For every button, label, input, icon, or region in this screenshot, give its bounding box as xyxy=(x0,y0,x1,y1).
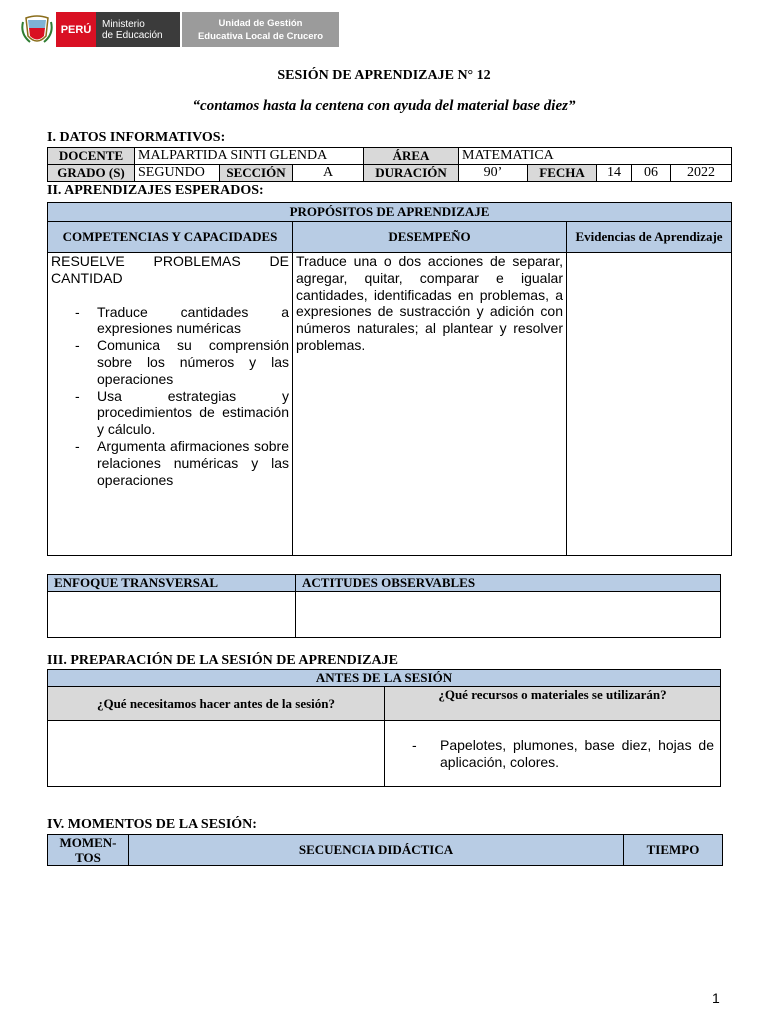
col-desempeno: DESEMPEÑO xyxy=(293,222,567,253)
ugel-line2: Educativa Local de Crucero xyxy=(197,30,324,42)
antes-cell xyxy=(48,721,385,787)
propositos-title: PROPÓSITOS DE APRENDIZAJE xyxy=(48,203,732,222)
col-evidencias: Evidencias de Aprendizaje xyxy=(567,222,732,253)
page-subtitle: “contamos hasta la centena con ayuda del material base diez” xyxy=(192,98,576,114)
peru-label: PERÚ xyxy=(60,23,92,36)
duracion-label: DURACIÓN xyxy=(364,165,459,182)
recursos-list xyxy=(388,737,714,771)
peru-logo xyxy=(56,12,96,47)
antes-title: ANTES DE LA SESIÓN xyxy=(48,670,721,687)
seccion-value: A xyxy=(293,165,364,182)
col-tiempo: TIEMPO xyxy=(624,835,723,866)
grado-label: GRADO (S) xyxy=(48,165,135,182)
fecha-day: 14 xyxy=(597,165,632,182)
col-antes: ¿Qué necesitamos hacer antes de la sesión? xyxy=(48,687,385,721)
page-title: SESIÓN DE APRENDIZAJE N° 12 xyxy=(277,68,491,83)
section4-heading: IV. MOMENTOS DE LA SESIÓN: xyxy=(47,817,257,832)
peru-coat-of-arms-icon xyxy=(20,12,54,48)
page-number: 1 xyxy=(712,990,720,1006)
datos-informativos-table xyxy=(47,147,732,182)
section1-heading: I. DATOS INFORMATIVOS: xyxy=(47,130,226,145)
enfoque-cell xyxy=(48,592,296,638)
seccion-label: SECCIÓN xyxy=(220,165,293,182)
capacidades-list xyxy=(51,304,289,489)
competencia-text: RESUELVE PROBLEMAS DE CANTIDAD xyxy=(51,253,289,286)
area-value: MATEMATICA xyxy=(459,148,732,165)
col-competencias: COMPETENCIAS Y CAPACIDADES xyxy=(48,222,293,253)
recursos-cell xyxy=(385,721,721,787)
col-secuencia: SECUENCIA DIDÁCTICA xyxy=(129,835,624,866)
preparacion-table xyxy=(47,669,721,787)
section3-heading: III. PREPARACIÓN DE LA SESIÓN DE APRENDIZAJE xyxy=(47,653,398,668)
evidencias-cell xyxy=(567,253,732,556)
col-enfoque: ENFOQUE TRANSVERSAL xyxy=(48,575,296,592)
list-item: - Argumenta afirmaciones sobre relaciones numéricas y las operaciones xyxy=(51,438,289,488)
section2-heading: II. APRENDIZAJES ESPERADOS: xyxy=(47,183,264,198)
grado-value: SEGUNDO xyxy=(135,165,220,182)
col-momentos: MOMEN-TOS xyxy=(48,835,129,866)
ministry-line1: Ministerio xyxy=(102,18,145,30)
ugel-line1: Unidad de Gestión xyxy=(218,17,303,29)
desempeno-cell: Traduce una o dos acciones de separar, agregar, quitar, comparar e igualar cantidades, identificadas en problemas, a expresiones de sustracción y adición con números naturales; al plantear y resolver problemas. xyxy=(293,253,567,556)
fecha-label: FECHA xyxy=(528,165,597,182)
ministry-line2: de Educación xyxy=(102,29,163,41)
list-item: - Usa estrategias y procedimientos de estimación y cálculo. xyxy=(51,388,289,438)
ugel-logo xyxy=(182,12,339,47)
fecha-month: 06 xyxy=(632,165,671,182)
duracion-value: 90’ xyxy=(459,165,528,182)
col-actitudes: ACTITUDES OBSERVABLES xyxy=(296,575,721,592)
enfoque-table xyxy=(47,574,721,638)
momentos-table xyxy=(47,834,723,866)
docente-value: MALPARTIDA SINTI GLENDA xyxy=(135,148,364,165)
col-recursos: ¿Qué recursos o materiales se utilizarán? xyxy=(385,687,721,721)
actitudes-cell xyxy=(296,592,721,638)
list-item: - Papelotes, plumones, base diez, hojas de aplicación, colores. xyxy=(388,737,714,771)
fecha-year: 2022 xyxy=(671,165,732,182)
list-item: - Comunica su comprensión sobre los números y las operaciones xyxy=(51,337,289,387)
ministry-logo xyxy=(96,12,180,47)
competencias-cell xyxy=(48,253,293,556)
docente-label: DOCENTE xyxy=(48,148,135,165)
list-item: - Traduce cantidades a expresiones numéricas xyxy=(51,304,289,338)
area-label: ÁREA xyxy=(364,148,459,165)
propositos-table xyxy=(47,202,732,556)
